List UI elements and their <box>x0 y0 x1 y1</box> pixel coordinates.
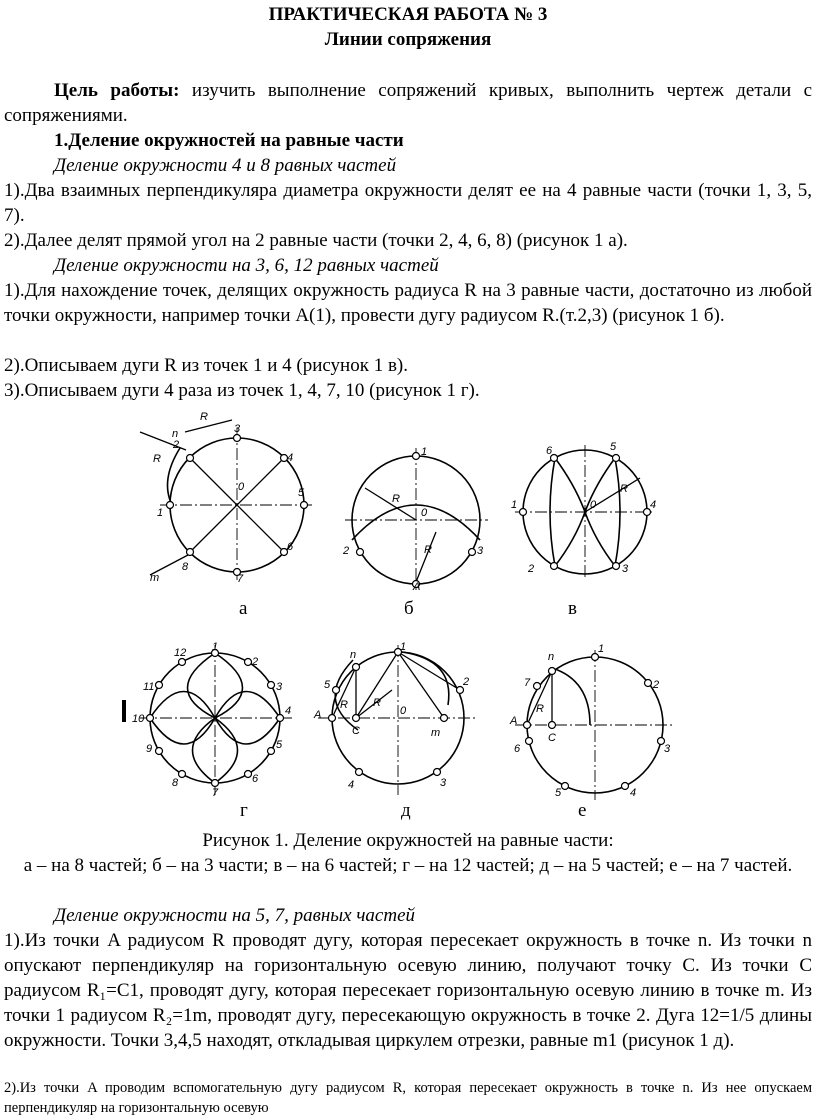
fig-e-label-n: n <box>548 651 555 663</box>
fig-e-label-1: 1 <box>598 643 605 655</box>
fig-d-label-r1: R <box>340 699 348 711</box>
fig-a-label-3: 3 <box>234 423 241 435</box>
fig-g-label-9: 9 <box>146 743 153 755</box>
fig-v-label-5: 5 <box>610 441 617 453</box>
fig-g-label-10: 10 <box>132 713 145 725</box>
goal-label: Цель работы: <box>54 80 180 101</box>
fig-v-label-3: 3 <box>622 563 629 575</box>
sub3-heading: Деление окружности на 5, 7, равных частей <box>54 905 415 926</box>
fig-letter-g: г <box>240 800 248 821</box>
fig-a-center: 0 <box>238 481 245 493</box>
fig-d-center: 0 <box>400 705 407 717</box>
fig-g-label-3: 3 <box>276 681 283 693</box>
fig-a-label-6: 6 <box>287 541 294 553</box>
fig-a-label-r1: R <box>200 411 208 423</box>
fig-d-label-a: A <box>314 709 322 721</box>
goal-text: изучить выполнение сопряжений кривых, выполнить чертеж детали с сопряжениями. <box>4 80 813 126</box>
fig-g-label-1: 1 <box>212 641 219 653</box>
fig-e-label-3: 3 <box>664 743 671 755</box>
sub1-heading: Деление окружности 4 и 8 равных частей <box>54 155 397 176</box>
figure-e-diagram <box>500 640 680 800</box>
figure-caption-detail: а – на 8 частей; б – на 3 части; в – на 6 частей; г – на 12 частей; д – на 5 частей; е – на 7 частей. <box>23 855 793 876</box>
fig-v-label-4: 4 <box>650 499 657 511</box>
fig-v-label-2: 2 <box>528 563 535 575</box>
figure-b-diagram <box>340 440 500 593</box>
fig-e-label-5: 5 <box>555 787 562 799</box>
fig-e-label-6: 6 <box>514 743 521 755</box>
fig-d-label-3: 3 <box>440 777 447 789</box>
sub3-paragraph-1: 1).Из точки A радиусом R проводят дугу, которая пересекает окружность в точке n. Из точки n опускают перпендикуляр на горизонтальную осевую линию, получают точку C. Из точки C радиусом R₁=C1, проводят дугу, которая пересекает горизонтальную осевую линию в точке m. Из точки 1 радиусом R₂=1m, проводят дугу, пересекающую окружность в точке 2. Дуга 12=1/5 длины окружности. Точки 3,4,5 находят, откладывая циркулем отрезки, равные m1 (рисунок 1 д). <box>4 930 812 1051</box>
fig-g-label-6: 6 <box>252 773 259 785</box>
fig-e-label-2: 2 <box>653 679 660 691</box>
fig-letter-d: д <box>401 800 411 821</box>
fig-letter-e: е <box>578 800 587 821</box>
fig-letter-a: а <box>239 598 248 619</box>
goal-paragraph <box>4 78 812 128</box>
sub3-paragraph-2: 2).Из точки A проводим вспомогательную дугу радиусом R, которая пересекает окружность в точке n. Из нее опускаем перпендикуляр на горизонтальную осевую <box>4 1080 812 1116</box>
fig-v-center: 0 <box>590 499 597 511</box>
section1-heading: 1.Деление окружностей на равные части <box>54 130 404 151</box>
fig-letter-b: б <box>404 598 414 619</box>
fig-d-label-4: 4 <box>348 779 355 791</box>
page-subtitle: Линии сопряжения <box>324 29 492 50</box>
fig-a-label-r2: R <box>153 453 161 465</box>
fig-a-label-m: m <box>150 572 160 584</box>
fig-b-label-r1: R <box>392 493 400 505</box>
fig-a-label-n: n <box>172 428 179 440</box>
fig-v-label-6: 6 <box>546 445 553 457</box>
fig-b-label-a: A <box>413 581 421 593</box>
fig-v-label-r: R <box>620 483 628 495</box>
fig-g-label-12: 12 <box>174 647 187 659</box>
fig-e-label-7: 7 <box>524 677 531 689</box>
fig-b-label-2: 2 <box>343 545 350 557</box>
sub2-paragraph-2: 2).Описываем дуги R из точек 1 и 4 (рисунок 1 в). <box>4 355 408 376</box>
fig-d-label-m: m <box>431 727 441 739</box>
fig-d-label-2: 2 <box>463 676 470 688</box>
fig-d-label-5: 5 <box>324 679 331 691</box>
figure-a-diagram <box>140 411 330 595</box>
fig-b-label-3: 3 <box>477 545 484 557</box>
fig-d-label-r2: R <box>373 697 381 709</box>
fig-v-label-1: 1 <box>511 499 518 511</box>
fig-a-label-8: 8 <box>182 561 189 573</box>
fig-g-label-5: 5 <box>276 739 283 751</box>
fig-d-label-c: C <box>352 725 360 737</box>
sub2-heading: Деление окружности на 3, 6, 12 равных частей <box>54 255 439 276</box>
fig-b-label-1: 1 <box>421 446 428 458</box>
fig-a-label-7: 7 <box>237 573 244 585</box>
fig-d-label-n: n <box>350 649 357 661</box>
fig-b-center: 0 <box>421 507 428 519</box>
fig-e-label-a: A <box>510 715 518 727</box>
fig-g-label-2: 2 <box>252 656 259 668</box>
fig-e-label-c: C <box>548 732 556 744</box>
fig-g-label-7: 7 <box>212 787 219 799</box>
figure-caption-title: Рисунок 1. Деление окружностей на равные части: <box>202 830 614 851</box>
figure-d-diagram <box>310 640 490 800</box>
sub2-paragraph-1: 1).Для нахождение точек, делящих окружность радиуса R на 3 равные части, достаточно из любой точки окружности, например точки A(1), провести дугу радиусом R.(т.2,3) (рисунок 1 б). <box>4 280 812 326</box>
fig-e-label-r: R <box>536 703 544 715</box>
fig-a-label-1: 1 <box>157 507 164 519</box>
fig-b-label-r2: R <box>424 544 432 556</box>
figure-v-diagram <box>505 440 665 590</box>
figure-g-diagram <box>120 640 310 800</box>
fig-g-label-4: 4 <box>285 705 292 717</box>
fig-a-label-2: 2 <box>173 439 180 451</box>
fig-g-label-8: 8 <box>172 777 179 789</box>
sub2-paragraph-3: 3).Описываем дуги 4 раза из точек 1, 4, 7, 10 (рисунок 1 г). <box>4 380 480 401</box>
sub1-paragraph-1: 1).Два взаимных перпендикуляра диаметра окружности делят ее на 4 равные части (точки 1, 3, 5, 7). <box>4 180 812 226</box>
page-title: ПРАКТИЧЕСКАЯ РАБОТА № 3 <box>268 4 548 25</box>
fig-e-label-4: 4 <box>630 787 637 799</box>
sub1-paragraph-2: 2).Далее делят прямой угол на 2 равные части (точки 2, 4, 6, 8) (рисунок 1 а). <box>4 230 628 251</box>
fig-a-label-5: 5 <box>298 487 305 499</box>
fig-g-label-11: 11 <box>143 681 155 693</box>
fig-a-label-4: 4 <box>287 452 294 464</box>
fig-letter-v: в <box>568 598 577 619</box>
fig-d-label-1: 1 <box>400 641 407 653</box>
